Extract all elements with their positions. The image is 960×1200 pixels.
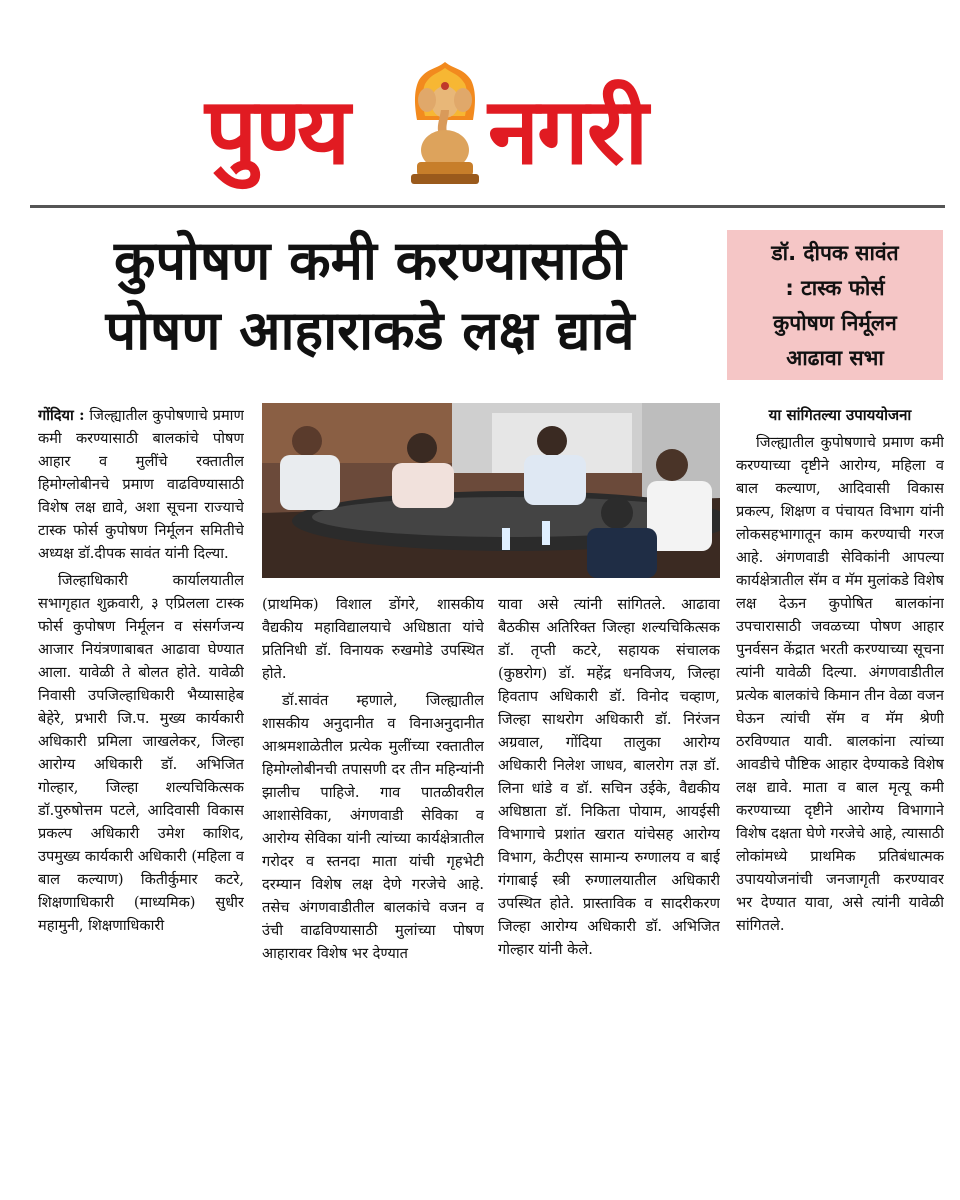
sidebar-line-4: आढावा सभा	[786, 346, 884, 370]
masthead	[0, 40, 960, 210]
article-column-2	[262, 593, 484, 1108]
masthead-divider	[30, 205, 945, 208]
article-column-1	[38, 404, 244, 1109]
headline-line-2: पोषण आहाराकडे लक्ष द्यावे	[105, 299, 635, 362]
ganesha-icon	[405, 58, 485, 188]
masthead-left-word: पुण्य	[205, 78, 349, 185]
headline-line-1: कुपोषण कमी करण्यासाठी	[113, 229, 627, 292]
meeting-photo-icon	[262, 403, 720, 578]
article-paragraph: जिल्हाधिकारी कार्यालयातील सभागृहात शुक्रवारी, ३ एप्रिलला टास्क फोर्स कुपोषण निर्मूलन व संसर्गजन्य आजार नियंत्रणाबाबत आढावा घेण्यात आला. यावेळी ते बोलत होते. यावेळी निवासी उपजिल्हाधिकारी भैय्यासाहेब बेहेरे, प्रभारी जि.प. मुख्य कार्यकारी अधिकारी प्रमिला जाखलेकर, जिल्हा आरोग्य अधिकारी डॉ. अभिजित गोल्हार, जिल्हा शल्यचिकित्सक डॉ.पुरुषोत्तम पटले, आदिवासी विकास प्रकल्प अधिकारी उमेश काशिद, उपमुख्य कार्यकारी अधिकारी (महिला व बाल कल्याण) कितीर्कुमार कटरे, शिक्षणाधिकारी (माध्यमिक) सुधीर महामुनी, शिक्षणाधिकारी	[38, 572, 244, 934]
dateline: गोंदिया :	[38, 407, 85, 424]
article-paragraph: यावा असे त्यांनी सांगितले. आढावा बैठकीस अतिरिक्त जिल्हा शल्यचिकित्सक डॉ. तृप्ती कटरे, सहायक संचालक (कुष्ठरोग) डॉ. महेंद्र धनविजय, जिल्हा हिवताप अधिकारी डॉ. विनोद चव्हाण, जिल्हा साथरोग अधिकारी डॉ. निरंजन अग्रवाल, गोंदिया तालुका आरोग्य अधिकारी निलेश जाधव, बालरोग तज्ञ डॉ. लिना धांडे व डॉ. सचिन उईके, वैद्यकीय अधिष्ठाता डॉ. निकिता पोयाम, आयईसी विभागाचे प्रशांत खरात यांचेसह आरोग्य विभाग, केटीएस सामान्य रुग्णालय व बाई गंगाबाई स्त्री रुग्णालयातील अधिकारी उपस्थित होते. प्रास्ताविक व सादरीकरण जिल्हा आरोग्य अधिकारी डॉ. अभिजित गोल्हार यांनी केले.	[498, 596, 720, 958]
article-column-4	[736, 404, 944, 1109]
subheading: या सांगितल्या उपाययोजना	[768, 406, 912, 424]
masthead-right-word: नगरी	[488, 78, 647, 185]
sidebar-box	[727, 230, 943, 380]
sidebar-line-2: : टास्क फोर्स	[785, 276, 885, 300]
sidebar-line-1: डॉ. दीपक सावंत	[771, 241, 899, 265]
article-paragraph	[38, 404, 244, 565]
headline	[20, 226, 720, 366]
sidebar-line-3: कुपोषण निर्मूलन	[773, 311, 897, 335]
article-paragraph: (प्राथमिक) विशाल डोंगरे, शासकीय वैद्यकीय महाविद्यालयाचे अधिष्ठाता यांचे प्रतिनिधी डॉ. विनायक रुखमोडे उपस्थित होते.	[262, 596, 484, 682]
article-paragraph: जिल्ह्यातील कुपोषणाचे प्रमाण कमी करण्याच्या दृष्टीने आरोग्य, महिला व बाल कल्याण, आदिवासी विकास प्रकल्प, शिक्षण व पंचायत विभाग यांनी लोकसहभागातून काम करण्याची गरज आहे. अंगणवाडी सेविकांनी आपल्या कार्यक्षेत्रातील सॅम व मॅम मुलांकडे विशेष लक्ष देऊन कुपोषित बालकांना उपचारासाठी जवळच्या पोषण आहार पुनर्वसन केंद्रात भरती करण्याच्या सूचना त्यांनी यावेळी दिल्या. अंगणवाडीतील प्रत्येक बालकांचे किमान तीन वेळा वजन घेऊन त्यांची सॅम व मॅम श्रेणी ठरविण्यात यावी. बालकांना त्यांच्या आवडीचे पौष्टिक आहार देण्याकडे विशेष लक्ष द्यावे. माता व बाल मृत्यू कमी करण्याच्या दृष्टीने आरोग्य विभागाने विशेष दक्षता घेणे गरजेचे आहे, त्यासाठी लोकांमध्ये प्राथमिक प्रतिबंधात्मक उपाययोजनांची जनजागृती करण्यावर भर देण्यात यावा, असे त्यांनी यावेळी सांगितले.	[736, 434, 944, 934]
article-text: जिल्ह्यातील कुपोषणाचे प्रमाण कमी करण्यासाठी बालकांचे पोषण आहार व मुलींचे रक्तातील हिमोग्लोबीनचे प्रमाण वाढविण्यासाठी विशेष लक्ष द्यावे, अशा सूचना राज्याचे टास्क फोर्स कुपोषण निर्मूलन समितीचे अध्यक्ष डॉ.दीपक सावंत यांनी दिल्या.	[38, 407, 244, 562]
article-paragraph: डॉ.सावंत म्हणाले, जिल्ह्यातील शासकीय अनुदानीत व विनाअनुदानीत आश्रमशाळेतील प्रत्येक मुलींच्या रक्तातील हिमोग्लोबीनची तपासणी दर तीन महिन्यांनी झालीच पाहिजे. गाव पातळीवरील आशासेविका, अंगणवाडी सेविका व आरोग्य सेविका यांनी त्यांच्या कार्यक्षेत्रातील गरोदर व स्तनदा माता यांची गृहभेटी दरम्यान विशेष लक्ष देणे गरजेचे आहे. तसेच अंगणवाडीतील बालकांचे वजन व उंची वाढविण्यासाठी मुलांच्या पोषण आहारावर विशेष भर देण्यात	[262, 692, 484, 962]
article-column-3	[498, 593, 720, 1108]
